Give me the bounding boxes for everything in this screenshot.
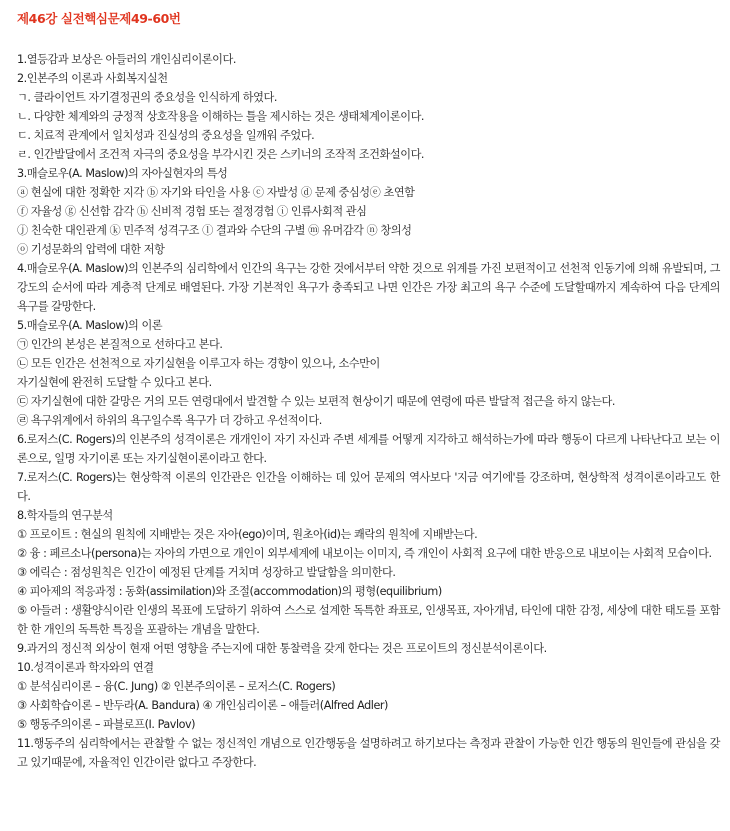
text-paragraph: ㉢ 자기실현에 대한 갈망은 거의 모든 연령대에서 발견할 수 있는 보편적 현상이기 때문에 연령에 따른 발달적 접근을 하지 않는다.	[17, 395, 615, 408]
text-line: ㉡ 모든 인간은 선천적으로 자기실현을 이루고자 하는 경향이 있으나, 소수만이	[17, 357, 380, 370]
text-line: ① 프로이트 : 현실의 원칙에 지배받는 것은 자아(ego)이며, 원초아(id)는 쾌락의 원칙에 지배받는다.	[17, 528, 478, 541]
text-paragraph: ⑤ 아들러 : 생활양식이란 인생의 목표에 도달하기 위하여 스스로 설계한 독특한 좌표로, 인생목표, 자아개념, 타인에 대한 감정, 세상에 대한 태도를 포함한 한 개인의 독특한 특징을 포괄하는 개념을 말한다.	[17, 604, 720, 636]
text-line: ③ 사회학습이론 – 반두라(A. Bandura) ④ 개인심리이론 – 애들러(Alfred Adler)	[17, 699, 388, 712]
text-line: ⓕ 자율성 ⓖ 신선함 감각 ⓗ 신비적 경험 또는 절정경험 ⓘ 인류사회적 관심	[17, 205, 367, 218]
text-paragraph: 6.로저스(C. Rogers)의 인본주의 성격이론은 개개인이 자기 자신과 주변 세계를 어떻게 지각하고 해석하는가에 따라 행동이 다르게 나타난다고 보는 이론으로, 일명 자기이론 또는 자기실현이론이라고 한다.	[17, 433, 720, 465]
text-paragraph: 4.매슬로우(A. Maslow)의 인본주의 심리학에서 인간의 욕구는 강한 것에서부터 약한 것으로 위계를 가진 보편적이고 선천적 인동기에 의해 유발되며, 그 강도의 순서에 따라 계층적 단계로 배열된다. 가장 기본적인 욕구가 충족되고 나면 인간은 가장 최고의 욕구 수준에 도달할때까지 계속하여 다음 단계의 욕구를 갈망한다.	[17, 262, 720, 313]
text-line: 9.과거의 정신적 외상이 현재 어떤 영향을 주는지에 대한 통찰력을 갖게 한다는 것은 프로이트의 정신분석이론이다.	[17, 642, 547, 655]
text-line: 1.열등감과 보상은 아들러의 개인심리이론이다.	[17, 53, 236, 66]
text-line: ㉣ 욕구위계에서 하위의 욕구일수록 욕구가 더 강하고 우선적이다.	[17, 414, 322, 427]
text-line: ③ 에릭슨 : 점성원칙은 인간이 예정된 단계를 거치며 성장하고 발달함을 의미한다.	[17, 566, 396, 579]
page-title: 제46강 실전핵심문제49-60번	[17, 11, 181, 26]
text-line: ㄹ. 인간발달에서 조건적 자극의 중요성을 부각시킨 것은 스키너의 조작적 조건화설이다.	[17, 148, 425, 161]
section-heading: 8.학자들의 연구분석	[17, 509, 113, 522]
text-line: ④ 피아제의 적응과정 : 동화(assimilation)와 조절(accommodation)의 평형(equilibrium)	[17, 585, 442, 598]
section-heading: 10.성격이론과 학자와의 연결	[17, 661, 154, 674]
text-line: ⓞ 기성문화의 압력에 대한 저항	[17, 243, 165, 256]
section-heading: 2.인본주의 이론과 사회복지실천	[17, 72, 168, 85]
text-line: ㄴ. 다양한 체계와의 긍정적 상호작용을 이해하는 틀을 제시하는 것은 생태체계이론이다.	[17, 110, 425, 123]
text-line: ⑤ 행동주의이론 – 파블로프(I. Pavlov)	[17, 718, 196, 731]
text-paragraph: ② 융 : 페르소나(persona)는 자아의 가면으로 개인이 외부세계에 내보이는 이미지, 즉 개인이 사회적 요구에 대한 반응으로 내보이는 사회적 모습이다.	[17, 547, 712, 560]
document-body	[17, 50, 720, 772]
section-heading: 5.매슬로우(A. Maslow)의 이론	[17, 319, 163, 332]
text-line: ⓙ 친숙한 대인관계 ⓚ 민주적 성격구조 ⓛ 결과와 수단의 구별 ⓜ 유머감각 ⓝ 창의성	[17, 224, 412, 237]
text-line: 자기실현에 완전히 도달할 수 있다고 본다.	[17, 376, 212, 389]
section-heading: 3.매슬로우(A. Maslow)의 자아실현자의 특성	[17, 167, 228, 180]
text-line: ① 분석심리이론 – 융(C. Jung) ② 인본주의이론 – 로저스(C. Rogers)	[17, 680, 336, 693]
text-paragraph: 11.행동주의 심리학에서는 관찰할 수 없는 정신적인 개념으로 인간행동을 설명하려고 하기보다는 측정과 관찰이 가능한 인간 행동의 원인들에 관심을 갖고 있기때문에, 자율적인 인간이란 없다고 주장한다.	[17, 737, 720, 769]
text-paragraph: 7.로저스(C. Rogers)는 현상학적 이론의 인간관은 인간을 이해하는 데 있어 문제의 역사보다 '지금 여기에'를 강조하며, 현상학적 성격이론이라고도 한다.	[17, 471, 720, 503]
text-line: ㄷ. 치료적 관계에서 일치성과 진실성의 중요성을 일깨워 주었다.	[17, 129, 315, 142]
text-line: ⓐ 현실에 대한 정확한 지각 ⓑ 자기와 타인을 사용 ⓒ 자발성 ⓓ 문제 중심성ⓔ 초연함	[17, 186, 415, 199]
text-line: ㉠ 인간의 본성은 본질적으로 선하다고 본다.	[17, 338, 223, 351]
text-line: ㄱ. 클라이언트 자기결정권의 중요성을 인식하게 하였다.	[17, 91, 277, 104]
